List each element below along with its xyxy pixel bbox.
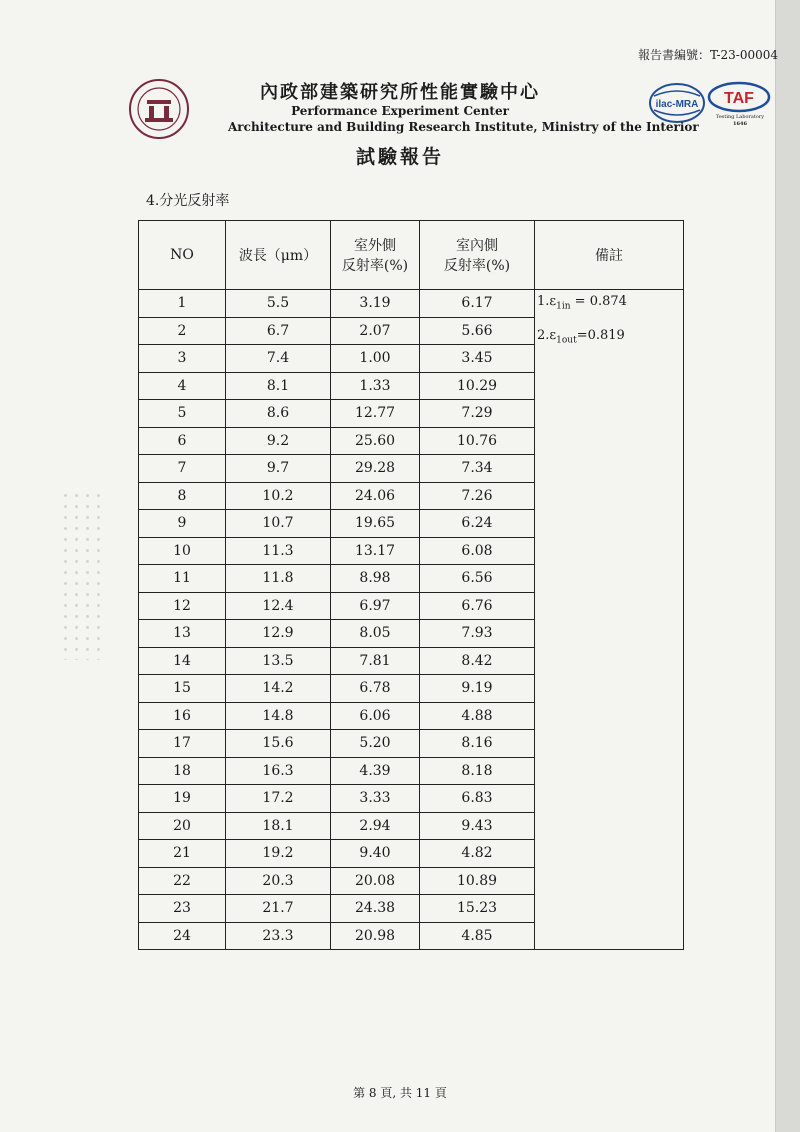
center-name-en: Performance Experiment Center bbox=[291, 104, 509, 118]
cell-wavelength: 6.7 bbox=[226, 317, 331, 345]
cell-no: 7 bbox=[139, 455, 226, 483]
reflectance-table bbox=[138, 220, 684, 950]
remark-2-value: =0.819 bbox=[576, 327, 625, 343]
cell-indoor-reflectance: 6.08 bbox=[420, 537, 535, 565]
cell-outdoor-reflectance: 6.97 bbox=[331, 592, 420, 620]
header-no: NO bbox=[139, 221, 226, 290]
cell-indoor-reflectance: 6.24 bbox=[420, 510, 535, 538]
taf-number: 1646 bbox=[733, 121, 747, 127]
cell-no: 11 bbox=[139, 565, 226, 593]
taf-caption bbox=[712, 114, 768, 128]
remark-1-value: = 0.874 bbox=[570, 294, 627, 309]
cell-wavelength: 12.4 bbox=[226, 592, 331, 620]
cell-outdoor-reflectance: 8.05 bbox=[331, 620, 420, 648]
header-outdoor-line1: 室外側 bbox=[354, 238, 396, 254]
cell-wavelength: 9.7 bbox=[226, 455, 331, 483]
cell-outdoor-reflectance: 9.40 bbox=[331, 840, 420, 868]
cell-wavelength: 14.2 bbox=[226, 675, 331, 703]
remark-1-prefix: 1.ε bbox=[537, 294, 557, 309]
cell-no: 17 bbox=[139, 730, 226, 758]
institute-name-zh: 內政部建築研究所性能實驗中心 bbox=[260, 82, 540, 103]
cell-no: 24 bbox=[139, 922, 226, 950]
cell-wavelength: 5.5 bbox=[226, 290, 331, 318]
cell-indoor-reflectance: 6.83 bbox=[420, 785, 535, 813]
cell-wavelength: 8.6 bbox=[226, 400, 331, 428]
cell-no: 2 bbox=[139, 317, 226, 345]
cell-no: 14 bbox=[139, 647, 226, 675]
cell-outdoor-reflectance: 19.65 bbox=[331, 510, 420, 538]
cell-no: 23 bbox=[139, 895, 226, 923]
ilac-mra-logo bbox=[648, 82, 706, 124]
cell-indoor-reflectance: 7.34 bbox=[420, 455, 535, 483]
cell-wavelength: 23.3 bbox=[226, 922, 331, 950]
cell-wavelength: 10.7 bbox=[226, 510, 331, 538]
cell-no: 3 bbox=[139, 345, 226, 373]
cell-indoor-reflectance: 9.43 bbox=[420, 812, 535, 840]
cell-wavelength: 11.8 bbox=[226, 565, 331, 593]
cell-no: 12 bbox=[139, 592, 226, 620]
cell-outdoor-reflectance: 3.33 bbox=[331, 785, 420, 813]
cell-indoor-reflectance: 7.26 bbox=[420, 482, 535, 510]
remark-2-sub: 1out bbox=[556, 335, 577, 346]
cell-wavelength: 9.2 bbox=[226, 427, 331, 455]
page-number: 第 8 頁, 共 11 頁 bbox=[353, 1086, 447, 1100]
cell-no: 1 bbox=[139, 290, 226, 318]
cell-no: 22 bbox=[139, 867, 226, 895]
cell-outdoor-reflectance: 13.17 bbox=[331, 537, 420, 565]
cell-indoor-reflectance: 4.88 bbox=[420, 702, 535, 730]
report-number: 報告書編號：T-23-00004 bbox=[637, 48, 778, 62]
cell-wavelength: 19.2 bbox=[226, 840, 331, 868]
cell-outdoor-reflectance: 29.28 bbox=[331, 455, 420, 483]
header-remarks: 備註 bbox=[535, 221, 684, 290]
cell-wavelength: 20.3 bbox=[226, 867, 331, 895]
cell-wavelength: 21.7 bbox=[226, 895, 331, 923]
section-title: 4.分光反射率 bbox=[146, 193, 230, 209]
header-indoor-line2: 反射率(%) bbox=[443, 258, 511, 274]
cell-indoor-reflectance: 4.85 bbox=[420, 922, 535, 950]
header-wavelength: 波長（μm） bbox=[226, 221, 331, 290]
table-row bbox=[139, 290, 684, 318]
cell-indoor-reflectance: 15.23 bbox=[420, 895, 535, 923]
cell-no: 8 bbox=[139, 482, 226, 510]
cell-indoor-reflectance: 6.56 bbox=[420, 565, 535, 593]
cell-outdoor-reflectance: 4.39 bbox=[331, 757, 420, 785]
cell-no: 9 bbox=[139, 510, 226, 538]
cell-no: 18 bbox=[139, 757, 226, 785]
table-body bbox=[139, 290, 684, 950]
cell-outdoor-reflectance: 5.20 bbox=[331, 730, 420, 758]
remark-1 bbox=[537, 294, 681, 312]
cell-wavelength: 10.2 bbox=[226, 482, 331, 510]
cell-indoor-reflectance: 9.19 bbox=[420, 675, 535, 703]
cell-indoor-reflectance: 6.17 bbox=[420, 290, 535, 318]
institute-name-en: Architecture and Building Research Institute, Ministry of the Interior bbox=[228, 120, 699, 134]
cell-indoor-reflectance: 4.82 bbox=[420, 840, 535, 868]
remark-1-sub: 1in bbox=[556, 301, 571, 312]
ilac-logo-text: ilac-MRA bbox=[655, 99, 699, 110]
cell-wavelength: 16.3 bbox=[226, 757, 331, 785]
header-indoor-line1: 室內側 bbox=[456, 238, 498, 254]
cell-wavelength: 14.8 bbox=[226, 702, 331, 730]
cell-outdoor-reflectance: 1.00 bbox=[331, 345, 420, 373]
cell-wavelength: 7.4 bbox=[226, 345, 331, 373]
cell-indoor-reflectance: 3.45 bbox=[420, 345, 535, 373]
cell-outdoor-reflectance: 2.07 bbox=[331, 317, 420, 345]
cell-indoor-reflectance: 8.18 bbox=[420, 757, 535, 785]
cell-wavelength: 11.3 bbox=[226, 537, 331, 565]
cell-wavelength: 18.1 bbox=[226, 812, 331, 840]
cell-no: 15 bbox=[139, 675, 226, 703]
cell-outdoor-reflectance: 25.60 bbox=[331, 427, 420, 455]
taf-caption-text: Testing Laboratory bbox=[715, 114, 765, 120]
cell-remarks bbox=[535, 290, 684, 950]
cell-no: 4 bbox=[139, 372, 226, 400]
cell-indoor-reflectance: 10.76 bbox=[420, 427, 535, 455]
cell-indoor-reflectance: 5.66 bbox=[420, 317, 535, 345]
cell-wavelength: 15.6 bbox=[226, 730, 331, 758]
taf-logo-text: TAF bbox=[724, 90, 754, 107]
cell-outdoor-reflectance: 24.38 bbox=[331, 895, 420, 923]
cell-no: 5 bbox=[139, 400, 226, 428]
cell-outdoor-reflectance: 20.98 bbox=[331, 922, 420, 950]
cell-wavelength: 17.2 bbox=[226, 785, 331, 813]
remark-2-prefix: 2.ε bbox=[537, 327, 557, 343]
cell-indoor-reflectance: 6.76 bbox=[420, 592, 535, 620]
binding-holes bbox=[60, 490, 104, 660]
remark-2 bbox=[537, 328, 681, 346]
cell-outdoor-reflectance: 2.94 bbox=[331, 812, 420, 840]
cell-indoor-reflectance: 7.29 bbox=[420, 400, 535, 428]
table-header-row bbox=[139, 221, 684, 290]
report-title: 試驗報告 bbox=[355, 146, 444, 168]
cell-indoor-reflectance: 10.89 bbox=[420, 867, 535, 895]
page-edge bbox=[775, 0, 800, 1132]
cell-indoor-reflectance: 8.16 bbox=[420, 730, 535, 758]
cell-outdoor-reflectance: 20.08 bbox=[331, 867, 420, 895]
header-outdoor-line2: 反射率(%) bbox=[341, 258, 409, 274]
cell-no: 13 bbox=[139, 620, 226, 648]
cell-no: 10 bbox=[139, 537, 226, 565]
cell-outdoor-reflectance: 12.77 bbox=[331, 400, 420, 428]
cell-wavelength: 13.5 bbox=[226, 647, 331, 675]
cell-wavelength: 8.1 bbox=[226, 372, 331, 400]
cell-outdoor-reflectance: 6.78 bbox=[331, 675, 420, 703]
cell-outdoor-reflectance: 3.19 bbox=[331, 290, 420, 318]
cell-indoor-reflectance: 8.42 bbox=[420, 647, 535, 675]
cell-no: 19 bbox=[139, 785, 226, 813]
header-indoor-reflectance bbox=[420, 221, 535, 290]
cell-outdoor-reflectance: 8.98 bbox=[331, 565, 420, 593]
cell-outdoor-reflectance: 24.06 bbox=[331, 482, 420, 510]
cell-outdoor-reflectance: 1.33 bbox=[331, 372, 420, 400]
cell-outdoor-reflectance: 6.06 bbox=[331, 702, 420, 730]
header-outdoor-reflectance bbox=[331, 221, 420, 290]
cell-wavelength: 12.9 bbox=[226, 620, 331, 648]
cell-indoor-reflectance: 7.93 bbox=[420, 620, 535, 648]
cell-indoor-reflectance: 10.29 bbox=[420, 372, 535, 400]
cell-no: 21 bbox=[139, 840, 226, 868]
cell-no: 16 bbox=[139, 702, 226, 730]
cell-outdoor-reflectance: 7.81 bbox=[331, 647, 420, 675]
cell-no: 20 bbox=[139, 812, 226, 840]
cell-no: 6 bbox=[139, 427, 226, 455]
